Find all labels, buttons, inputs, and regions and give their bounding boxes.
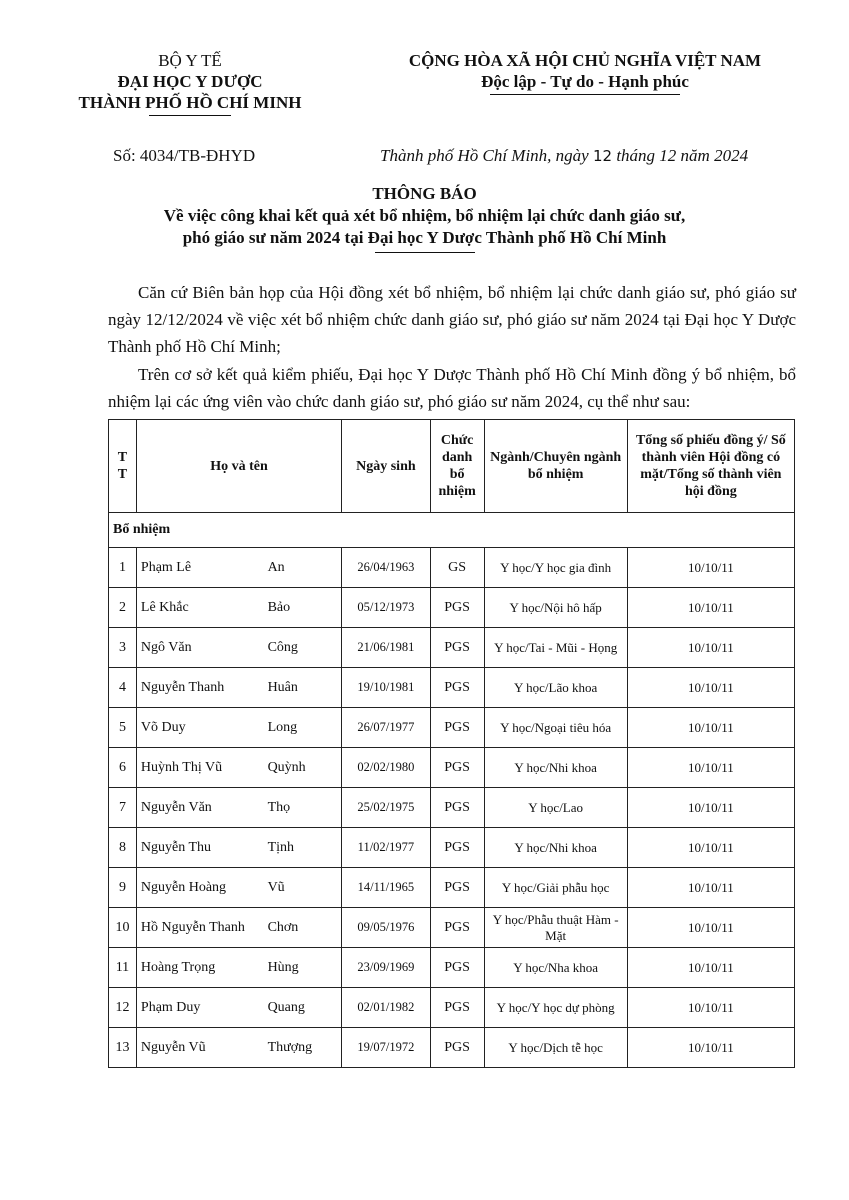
row-given-name: Quang — [264, 988, 342, 1028]
table-row — [109, 948, 795, 988]
header-tt: T T — [109, 420, 137, 513]
row-title: PGS — [430, 868, 484, 908]
row-field: Y học/Lao — [484, 788, 627, 828]
row-votes: 10/10/11 — [627, 908, 794, 948]
appointment-table — [108, 419, 795, 1068]
row-family-name: Nguyễn Văn — [136, 788, 263, 828]
row-title: PGS — [430, 628, 484, 668]
row-votes: 10/10/11 — [627, 708, 794, 748]
row-number: 10 — [109, 908, 137, 948]
row-votes: 10/10/11 — [627, 988, 794, 1028]
paragraph-result-text: Trên cơ sở kết quả kiểm phiếu, Đại học Y Dược Thành phố Hồ Chí Minh đồng ý bổ nhiệm, bổ nhiệm lại các ứng viên vào chức danh giáo sư, phó giáo sư năm 2024, cụ thể như sau: — [108, 365, 796, 411]
row-number: 4 — [109, 668, 137, 708]
row-field: Y học/Tai - Mũi - Họng — [484, 628, 627, 668]
table-row — [109, 868, 795, 908]
header-field: Ngành/Chuyên ngành bổ nhiệm — [484, 420, 627, 513]
row-field: Y học/Giải phẫu học — [484, 868, 627, 908]
row-given-name: An — [264, 548, 342, 588]
row-birthdate: 02/02/1980 — [342, 748, 431, 788]
paragraph-result — [108, 361, 796, 415]
row-given-name: Chơn — [264, 908, 342, 948]
row-title: PGS — [430, 588, 484, 628]
issue-date — [380, 146, 748, 166]
nation-name: CỘNG HÒA XÃ HỘI CHỦ NGHĨA VIỆT NAM — [408, 51, 762, 70]
date-prefix: Thành phố Hồ Chí Minh, ngày — [380, 146, 589, 165]
table-row — [109, 1028, 795, 1068]
row-birthdate: 09/05/1976 — [342, 908, 431, 948]
row-field: Y học/Nội hô hấp — [484, 588, 627, 628]
row-birthdate: 26/07/1977 — [342, 708, 431, 748]
row-votes: 10/10/11 — [627, 788, 794, 828]
paragraph-basis — [108, 279, 796, 360]
row-family-name: Nguyễn Thu — [136, 828, 263, 868]
row-family-name: Huỳnh Thị Vũ — [136, 748, 263, 788]
row-given-name: Bảo — [264, 588, 342, 628]
row-number: 2 — [109, 588, 137, 628]
notice-title: THÔNG BÁO — [372, 184, 477, 203]
date-day: 12 — [592, 147, 613, 165]
table-row — [109, 788, 795, 828]
row-birthdate: 23/09/1969 — [342, 948, 431, 988]
row-family-name: Nguyễn Vũ — [136, 1028, 263, 1068]
row-family-name: Phạm Lê — [136, 548, 263, 588]
row-votes: 10/10/11 — [627, 828, 794, 868]
table-row — [109, 988, 795, 1028]
row-number: 13 — [109, 1028, 137, 1068]
row-votes: 10/10/11 — [627, 868, 794, 908]
row-votes: 10/10/11 — [627, 548, 794, 588]
row-votes: 10/10/11 — [627, 628, 794, 668]
table-row — [109, 548, 795, 588]
ministry-name: BỘ Y TẾ — [158, 51, 222, 70]
row-birthdate: 11/02/1977 — [342, 828, 431, 868]
row-number: 1 — [109, 548, 137, 588]
row-birthdate: 05/12/1973 — [342, 588, 431, 628]
row-family-name: Võ Duy — [136, 708, 263, 748]
row-number: 8 — [109, 828, 137, 868]
header-title: Chức danh bổ nhiệm — [430, 420, 484, 513]
table-row — [109, 668, 795, 708]
university-name-line2: THÀNH PHỐ HỒ CHÍ MINH — [78, 93, 302, 112]
row-family-name: Lê Khắc — [136, 588, 263, 628]
row-given-name: Thọ — [264, 788, 342, 828]
row-field: Y học/Dịch tễ học — [484, 1028, 627, 1068]
row-title: PGS — [430, 948, 484, 988]
row-given-name: Quỳnh — [264, 748, 342, 788]
row-number: 9 — [109, 868, 137, 908]
table-row — [109, 628, 795, 668]
date-suffix: tháng 12 năm 2024 — [616, 146, 749, 165]
national-motto: Độc lập - Tự do - Hạnh phúc — [481, 72, 689, 91]
notice-subject-line1: Về việc công khai kết quả xét bổ nhiệm, bổ nhiệm lại chức danh giáo sư, — [163, 206, 686, 225]
national-header — [350, 50, 820, 95]
row-number: 11 — [109, 948, 137, 988]
row-field: Y học/Nha khoa — [484, 948, 627, 988]
row-title: PGS — [430, 1028, 484, 1068]
row-family-name: Hoàng Trọng — [136, 948, 263, 988]
section-row — [109, 513, 795, 548]
row-field: Y học/Ngoại tiêu hóa — [484, 708, 627, 748]
row-field: Y học/Phẫu thuật Hàm - Mặt — [484, 908, 627, 948]
row-title: PGS — [430, 988, 484, 1028]
row-votes: 10/10/11 — [627, 948, 794, 988]
row-field: Y học/Y học dự phòng — [484, 988, 627, 1028]
document-number: Số: 4034/TB-ĐHYD — [113, 146, 256, 165]
header-dob: Ngày sinh — [342, 420, 431, 513]
row-birthdate: 14/11/1965 — [342, 868, 431, 908]
row-birthdate: 26/04/1963 — [342, 548, 431, 588]
row-given-name: Long — [264, 708, 342, 748]
row-family-name: Hồ Nguyễn Thanh — [136, 908, 263, 948]
header-votes: Tổng số phiếu đồng ý/ Số thành viên Hội đồng có mặt/Tổng số thành viên hội đồng — [627, 420, 794, 513]
row-title: PGS — [430, 788, 484, 828]
row-birthdate: 19/10/1981 — [342, 668, 431, 708]
paragraph-basis-text: Căn cứ Biên bản họp của Hội đồng xét bổ nhiệm, bổ nhiệm lại chức danh giáo sư, phó giáo sư ngày 12/12/2024 về việc xét bổ nhiệm chức danh giáo sư, phó giáo sư năm 2024 tại Đại học Y Dược Thành phố Hồ Chí Minh; — [108, 283, 796, 356]
row-title: GS — [430, 548, 484, 588]
row-birthdate: 02/01/1982 — [342, 988, 431, 1028]
row-title: PGS — [430, 708, 484, 748]
row-field: Y học/Lão khoa — [484, 668, 627, 708]
row-number: 3 — [109, 628, 137, 668]
row-given-name: Huân — [264, 668, 342, 708]
row-title: PGS — [430, 828, 484, 868]
notice-title-block — [60, 183, 789, 253]
row-birthdate: 21/06/1981 — [342, 628, 431, 668]
table-row — [109, 748, 795, 788]
table-row — [109, 588, 795, 628]
table-row — [109, 708, 795, 748]
row-number: 5 — [109, 708, 137, 748]
section-label: Bổ nhiệm — [109, 513, 795, 548]
row-family-name: Nguyễn Thanh — [136, 668, 263, 708]
table-header-row — [109, 420, 795, 513]
row-given-name: Tịnh — [264, 828, 342, 868]
row-birthdate: 19/07/1972 — [342, 1028, 431, 1068]
row-title: PGS — [430, 668, 484, 708]
issuer-block — [60, 50, 320, 116]
header-name: Họ và tên — [136, 420, 341, 513]
row-number: 7 — [109, 788, 137, 828]
table-row — [109, 908, 795, 948]
row-given-name: Vũ — [264, 868, 342, 908]
row-number: 6 — [109, 748, 137, 788]
university-name-line1: ĐẠI HỌC Y DƯỢC — [117, 72, 263, 91]
title-underline — [375, 252, 475, 253]
table-row — [109, 828, 795, 868]
row-votes: 10/10/11 — [627, 748, 794, 788]
row-number: 12 — [109, 988, 137, 1028]
row-family-name: Phạm Duy — [136, 988, 263, 1028]
row-given-name: Hùng — [264, 948, 342, 988]
row-field: Y học/Nhi khoa — [484, 748, 627, 788]
row-field: Y học/Nhi khoa — [484, 828, 627, 868]
row-votes: 10/10/11 — [627, 1028, 794, 1068]
issuer-underline — [149, 115, 231, 116]
notice-subject-line2: phó giáo sư năm 2024 tại Đại học Y Dược Thành phố Hồ Chí Minh — [182, 228, 667, 247]
row-votes: 10/10/11 — [627, 668, 794, 708]
row-family-name: Nguyễn Hoàng — [136, 868, 263, 908]
motto-underline — [490, 94, 680, 95]
row-birthdate: 25/02/1975 — [342, 788, 431, 828]
row-field: Y học/Y học gia đình — [484, 548, 627, 588]
row-title: PGS — [430, 748, 484, 788]
row-votes: 10/10/11 — [627, 588, 794, 628]
row-given-name: Công — [264, 628, 342, 668]
row-title: PGS — [430, 908, 484, 948]
row-given-name: Thượng — [264, 1028, 342, 1068]
row-family-name: Ngô Văn — [136, 628, 263, 668]
